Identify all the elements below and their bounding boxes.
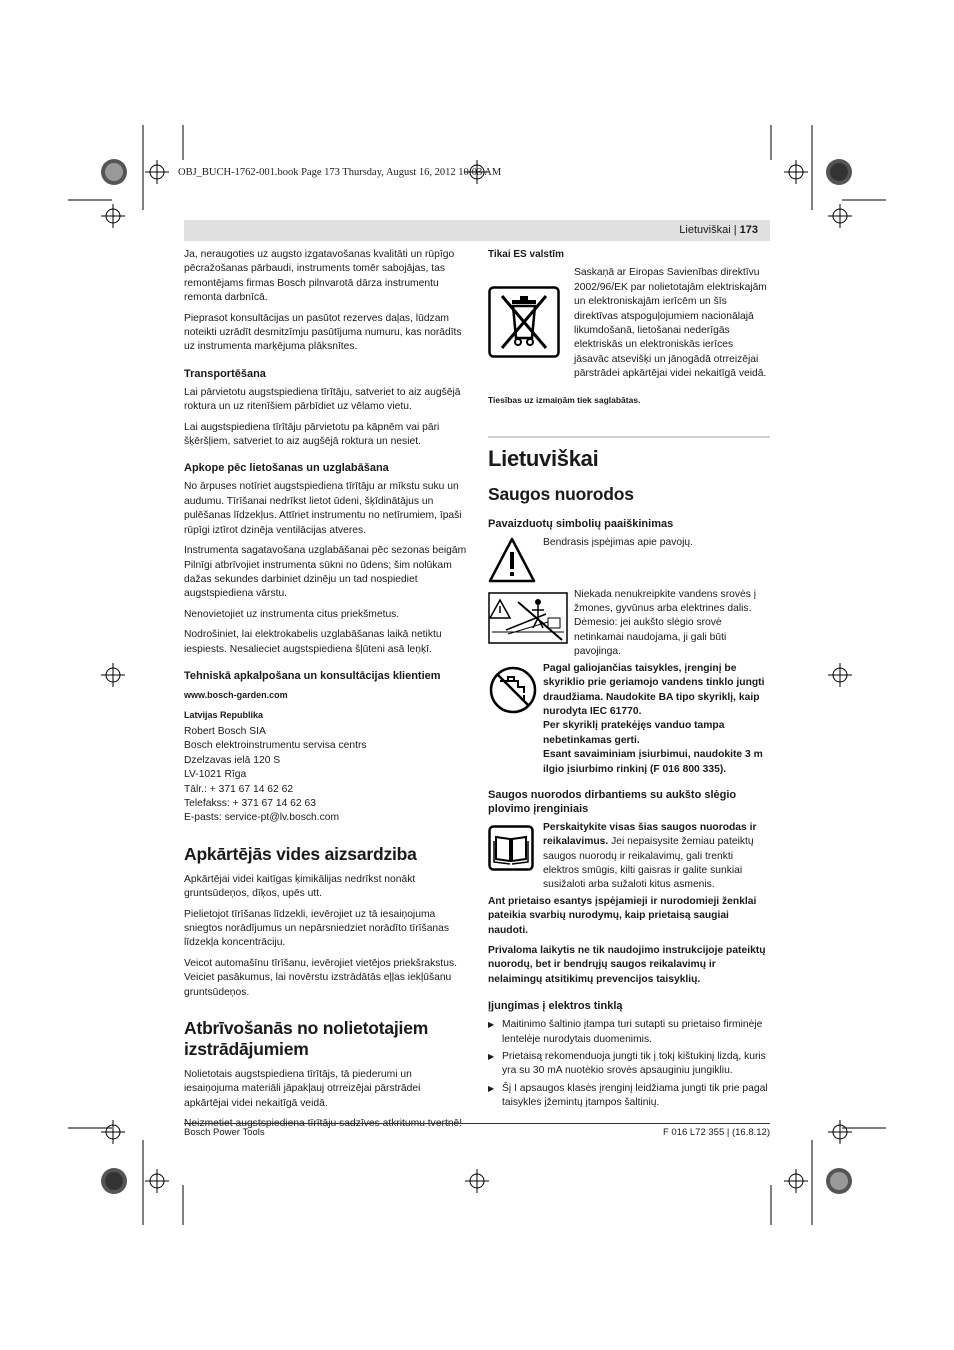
list-item: ▶ Prietaisą rekomenduoja jungti tik į tokį kištukinį lizdą, kuris yra su 30 mA nuotėkio srovės apsauginiu jungikliu. bbox=[488, 1050, 766, 1077]
heading-lithuanian: Lietuviškai bbox=[488, 445, 599, 471]
symbol-row-separator bbox=[488, 662, 770, 780]
address-line: Robert Bosch SIA bbox=[184, 725, 266, 737]
triangle-bullet-icon: ▶ bbox=[488, 1020, 495, 1030]
triangle-bullet-icon: ▶ bbox=[488, 1051, 495, 1061]
address-line: Bosch elektroinstrumentu servisa centrs bbox=[184, 740, 367, 752]
footer-docnumber: F 016 L72 355 | (16.8.12) bbox=[662, 1127, 770, 1138]
paragraph: Veicot automašīnu tīrīšanu, ievērojiet vietējos priekšrakstus. Veiciet pasākumus, lai novērstu izstrādātās eļļas iekļūšanu gruntsūdeņos. bbox=[184, 957, 457, 998]
left-column bbox=[184, 248, 467, 1138]
footer-brand: Bosch Power Tools bbox=[184, 1127, 265, 1138]
heading-eu: Tikai ES valstīm bbox=[488, 249, 564, 260]
paragraph: Nenovietojiet uz instrumenta citus priekšmetus. bbox=[184, 608, 400, 620]
heading-symbols: Pavaizduotų simbolių paaiškinimas bbox=[488, 517, 674, 530]
page-header: Lietuviškai | 173 bbox=[184, 220, 770, 241]
heading-care: Apkope pēc lietošanas un uzglabāšana bbox=[184, 462, 389, 475]
eu-text: Saskaņā ar Eiropas Savienības direktīvu 2002/96/EK par nolietotajām elektriskajām un elektroniskajām ierīcēm un šīs direktīvas atspoguļojumiem nacionālajā likumdošanā, lietošanai nederīgās elektriskās un elektroniskās ierīces jāsavāc atsevišķi un jānogādā otrreizējai pārstrādei apkārtējai videi nekaitīgā veidā. bbox=[574, 267, 767, 380]
paragraph: Ja, neraugoties uz augsto izgatavošanas kvalitāti un rūpīgo pēcražošanas pārbaudi, instruments tomēr sabojājas, tas remontējams firmas Bosch pilnvarotā dārza instrumentu remonta darbnīcā. bbox=[184, 249, 455, 304]
footer-divider bbox=[184, 1123, 770, 1124]
address-line: Tālr.: + 371 67 14 62 62 bbox=[184, 783, 294, 795]
rights-reserved: Tiesības uz izmaiņām tiek saglabātas. bbox=[488, 394, 641, 405]
print-info: OBJ_BUCH-1762-001.book Page 173 Thursday, August 16, 2012 10:03 AM bbox=[178, 167, 502, 178]
address-line: LV-1021 Rīga bbox=[184, 769, 247, 781]
paragraph: Nolietotais augstspiediena tīrītājs, tā piederumi un iesaiņojuma materiāli jāpakļauj otrreizējai pārstrādei apkārtējai videi nekaitīgā veidā. bbox=[184, 1069, 421, 1109]
heading-power: Įjungimas į elektros tinklą bbox=[488, 1000, 623, 1013]
symbol-row-warning bbox=[488, 536, 770, 588]
read-manual-row bbox=[488, 821, 770, 895]
list-item: ▶ Maitinimo šaltinio įtampa turi sutapti su prietaiso firminėje lentelėje nurodytais duomenimis. bbox=[488, 1019, 763, 1045]
triangle-bullet-icon: ▶ bbox=[488, 1083, 495, 1093]
symbol-text: Niekada nenukreipkite vandens srovės į žmones, gyvūnus arba elektrines dalis. Dėmesio: jei aukšto slėgio srovė netinkamai naudojama, ji gali būti pavojinga. bbox=[574, 588, 757, 658]
read-manual-text: Perskaitykite visas šias saugos nuorodas ir reikalavimus. Jei nepaisysite žemiau pateiktų saugos nuorodų ir reikalavimų, gali trenkti elektros smūgis, kilti gaisras ir galite sunkiai susižaloti arba sužaloti kitus asmenis. bbox=[543, 821, 757, 891]
paragraph: Privaloma laikytis ne tik naudojimo instrukcijoje pateiktų nuorodų, bet ir bendrųjų saugos reikalavimų ir nelaimingų atsitikimų prevencijos taisyklių. bbox=[488, 944, 766, 985]
heading-environment: Apkārtējās vides aizsardziba bbox=[184, 843, 417, 864]
country-label: Latvijas Republika bbox=[184, 709, 264, 720]
paragraph: Instrumenta sagatavošana uzglabāšanai pēc sezonas beigām Pilnīgi atbrīvojiet instrumenta sūkni no ūdens; šim nolūkam dažas sekundes darbiniet dzinēju un tad nospiediet augstspiediena vārstu. bbox=[184, 545, 467, 600]
page-number: 173 bbox=[739, 224, 758, 236]
address-line: E-pasts: service-pt@lv.bosch.com bbox=[184, 812, 340, 824]
symbol-row-spray bbox=[488, 588, 770, 660]
paragraph: Lai pārvietotu augstspiediena tīrītāju, satveriet to aiz augšējā roktura un uz ritenīšiem pārbīdiet uz vēlamo vietu. bbox=[184, 386, 461, 413]
paragraph: Nodrošiniet, lai elektrokabelis uzglabāšanas laikā netiktu iespiests. Nesalieciet augstspiediena šļūteni asā leņķī. bbox=[184, 629, 442, 655]
crossed-bin-icon bbox=[488, 286, 560, 358]
heading-transport: Transportēšana bbox=[184, 367, 266, 380]
heading-disposal: Atbrīvošanās no nolietotajiem izstrādājumiem bbox=[184, 1018, 429, 1060]
address-line: Telefakss: + 371 67 14 62 63 bbox=[184, 797, 316, 809]
power-list bbox=[488, 1018, 770, 1110]
list-item: ▶ Šį I apsaugos klasės įrenginį leidžiama jungti tik prie pagal taisykles įžemintų įtampos šaltinių. bbox=[488, 1082, 768, 1109]
spray-warning-icon bbox=[488, 592, 568, 644]
website-link[interactable]: www.bosch-garden.com bbox=[184, 689, 288, 700]
book-icon bbox=[488, 825, 534, 871]
symbol-text: Pagal galiojančias taisykles, įrenginį be skyriklio prie geriamojo vandens tinklo jungti draudžiama. Naudokite BA tipo skyriklį, kaip nurodyta IEC 61770. Per skyriklį pratekėjęs vanduo tampa nebetinkamas gerti. Esant savaiminiam įsiurbimui, naudokite 3 m ilgio įsiurbimo rinkinį (F 016 800 335). bbox=[543, 662, 765, 775]
heading-service: Tehniskā apkalpošana un konsultācijas klientiem bbox=[184, 669, 441, 682]
address-block bbox=[184, 725, 467, 826]
paragraph: No ārpuses notīriet augstspiediena tīrītāju ar mīkstu suku un audumu. Tīrīšanai nedrīkst lietot ūdeni, šķīdinātājus un pulēšanas līdzekļus. Attīriet instrumentu no netīrumiem, īpaši rūpīgi iztīrot dzinēja ventilācijas atveres. bbox=[184, 481, 462, 536]
paragraph: Ant prietaiso esantys įspėjamieji ir nurodomieji ženklai pateikia svarbių nurodymų, kaip prietaisą saugiai naudoti. bbox=[488, 895, 757, 936]
no-drinking-water-icon bbox=[488, 665, 538, 715]
header-language: Lietuviškai bbox=[679, 224, 731, 236]
weee-row bbox=[488, 266, 770, 381]
right-column bbox=[488, 248, 770, 1114]
paragraph: Pieprasot konsultācijas un pasūtot rezerves daļas, lūdzam noteikti uzrādīt desmitzīmju pasūtījuma numuru, kas norādīts uz instrumenta marķējuma plāksnītes. bbox=[184, 312, 462, 353]
divider bbox=[488, 436, 770, 438]
address-line: Dzelzavas ielā 120 S bbox=[184, 754, 281, 766]
paragraph: Apkārtējai videi kaitīgas ķimikālijas nedrīkst nonākt gruntsūdeņos, dīķos, upēs utt. bbox=[184, 873, 416, 900]
paragraph: Pielietojot tīrīšanas līdzekli, ievērojiet uz tā iesaiņojuma sniegtos norādījumus un nepārsniedziet norādīto tīrīšanas līdzekļa koncentrāciju. bbox=[184, 908, 450, 949]
symbol-text: Bendrasis įspėjimas apie pavojų. bbox=[543, 536, 693, 548]
heading-workers: Saugos nuorodos dirbantiems su aukšto slėgio plovimo įrenginiais bbox=[488, 788, 737, 815]
warning-triangle-icon bbox=[488, 536, 536, 584]
heading-safety: Saugos nuorodos bbox=[488, 483, 634, 504]
paragraph: Lai augstspiediena tīrītāju pārvietotu pa kāpnēm vai pāri šķēršļiem, satveriet to aiz augšējā roktura un nesiet. bbox=[184, 421, 440, 448]
